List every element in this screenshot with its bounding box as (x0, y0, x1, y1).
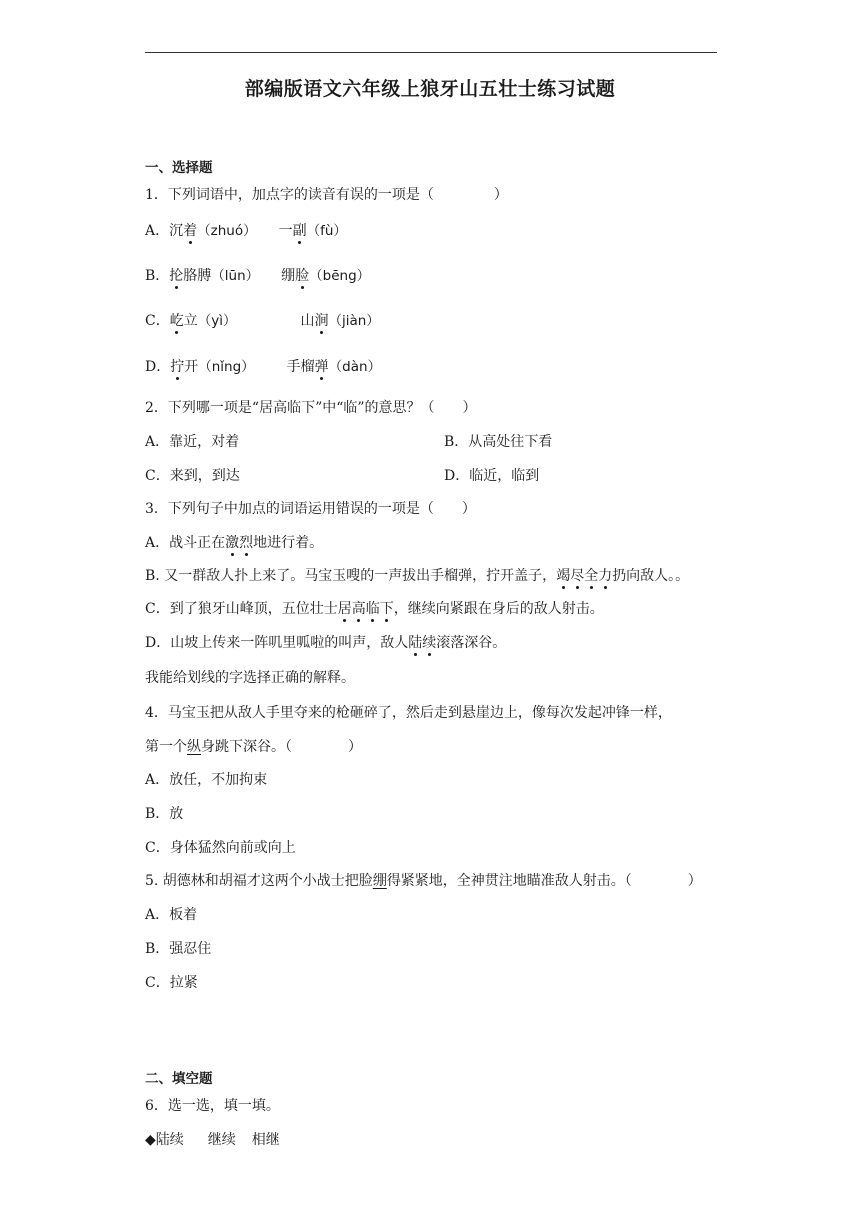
question-4-option-c: C．身体猛然向前或向上 (145, 840, 296, 856)
question-5-option-b: B．强忍住 (145, 941, 212, 957)
question-5-option-a: A．板着 (145, 907, 198, 923)
question-4-option-b: B．放 (145, 806, 184, 822)
question-2-option-d: D．临近，临到 (444, 468, 540, 484)
question-2-row-1 (145, 432, 717, 452)
section-heading-fill: 二、填空题 (145, 1071, 213, 1087)
question-1-option-d: D．拧开（nǐng） 手榴弹（dàn） (145, 359, 382, 375)
question-4-stem-line-2: 第一个纵身跳下深谷。（ ） (145, 739, 362, 755)
page-title: 部编版语文六年级上狼牙山五壮士练习试题 (244, 78, 616, 100)
question-2-option-a: A．靠近，对着 (145, 434, 240, 450)
header-rule (145, 52, 717, 53)
question-5-stem: 5. 胡德林和胡福才这两个小战士把脸绷得紧紧地，全神贯注地瞄准敌人射击。（ ） (145, 873, 702, 889)
question-1-option-b: B．抡胳膊（lūn） 绷脸（bēng） (145, 268, 371, 284)
question-2-stem: 2．下列哪一项是“居高临下”中“临”的意思？（ ） (145, 400, 477, 416)
question-3-option-c: C．到了狼牙山峰顶，五位壮士居高临下，继续向紧跟在身后的敌人射击。 (145, 601, 604, 617)
question-2-option-b: B．从高处往下看 (444, 434, 553, 450)
question-5-option-c: C．拉紧 (145, 975, 198, 991)
question-1-stem: 1．下列词语中，加点字的读音有误的一项是（ ） (145, 187, 508, 203)
question-4-stem-line-1: 4．马宝玉把从敌人手里夺来的枪砸碎了，然后走到悬崖边上，像每次发起冲锋一样， (145, 705, 672, 721)
question-3-option-d: D．山坡上传来一阵叽里呱啦的叫声，敌人陆续滚落深谷。 (145, 635, 507, 651)
question-3-option-a: A．战斗正在激烈地进行着。 (145, 535, 324, 551)
question-1-option-a: A．沉着（zhuó） 一副（fù） (145, 223, 347, 239)
question-4-option-a: A．放任，不加拘束 (145, 772, 268, 788)
question-6-word-bank: ◆陆续 继续 相继 (145, 1132, 280, 1148)
question-2-option-c: C．来到，到达 (145, 468, 240, 484)
question-6-stem: 6．选一选，填一填。 (145, 1098, 280, 1114)
question-2-row-2 (145, 466, 717, 486)
question-3-option-b: B. 又一群敌人扑上来了。马宝玉嗖的一声拔出手榴弹，拧开盖子，竭尽全力扔向敌人。。 (145, 568, 690, 584)
diamond-bullet-icon: ◆ (145, 1132, 156, 1148)
section-heading-choice: 一、选择题 (145, 160, 213, 176)
instruction-text: 我能给划线的字选择正确的解释。 (145, 670, 355, 686)
question-3-stem: 3．下列句子中加点的词语运用错误的一项是（ ） (145, 501, 476, 517)
question-1-option-c: C．屹立（yì） 山涧（jiàn） (145, 313, 380, 329)
